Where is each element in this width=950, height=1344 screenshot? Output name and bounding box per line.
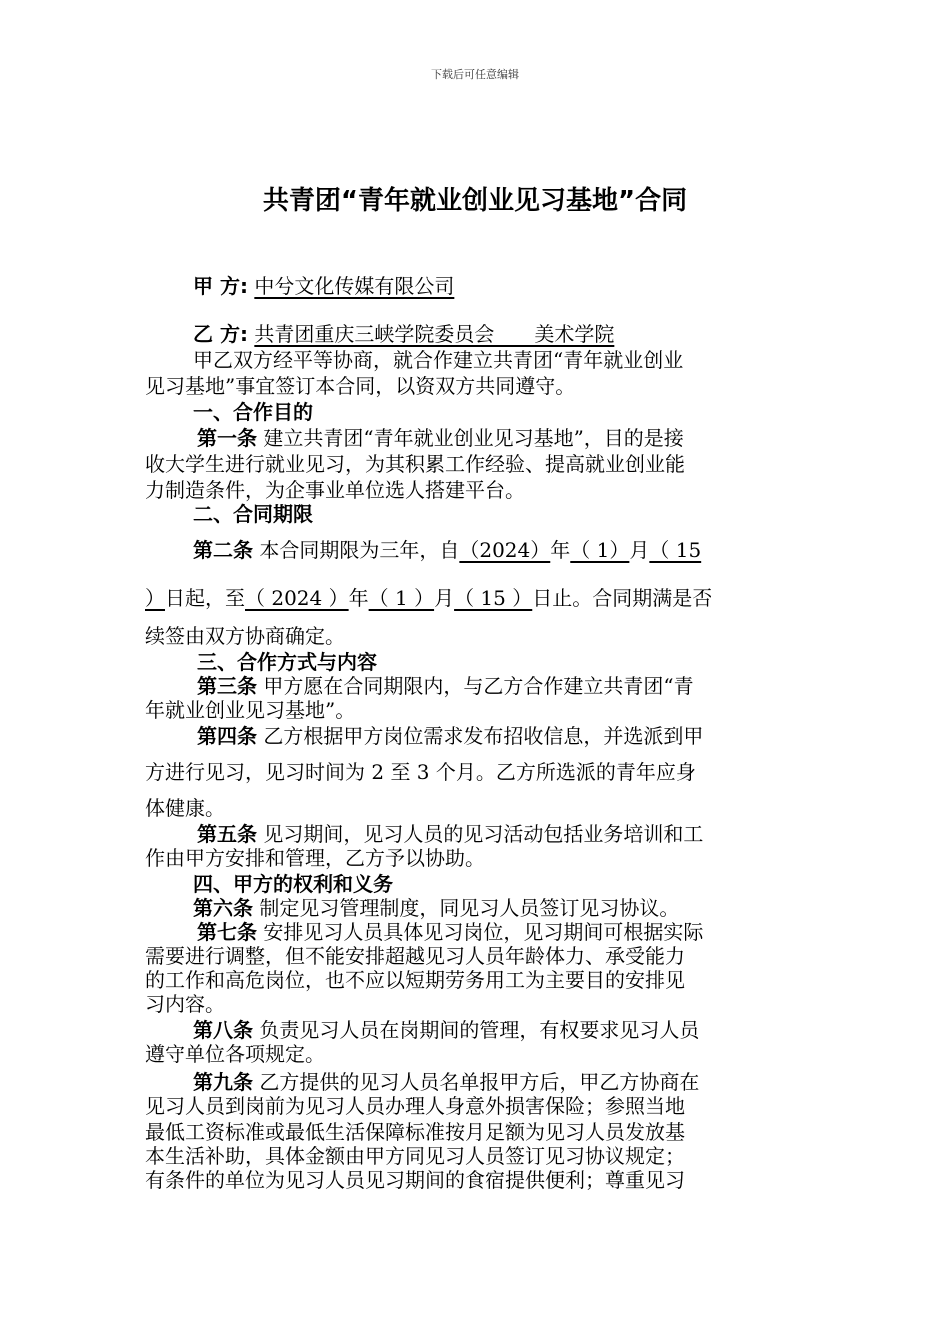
article-3-line-2: 年就业创业见习基地”。	[145, 698, 356, 722]
section-4-heading: 四、甲方的权利和义务	[193, 872, 393, 896]
article-7-line-2: 需要进行调整，但不能安排超越见习人员年龄体力、承受能力	[145, 944, 685, 968]
article-9-line-2: 见习人员到岗前为见习人员办理人身意外损害保险；参照当地	[145, 1094, 685, 1118]
article-1-line-2: 收大学生进行就业见习，为其积累工作经验、提高就业创业能	[145, 452, 685, 476]
document-title: 共青团“青年就业创业见习基地”合同	[262, 186, 688, 216]
section-3-heading: 三、合作方式与内容	[197, 650, 377, 674]
article-5: 第五条 见习期间，见习人员的见习活动包括业务培训和工	[197, 822, 704, 846]
party-b-name: 共青团重庆三峡学院委员会 美术学院	[254, 322, 615, 346]
article-9-line-4: 本生活补助，具体金额由甲方同见习人员签订见习协议规定；	[145, 1144, 685, 1168]
article-3: 第三条 甲方愿在合同期限内，与乙方合作建立共青团“青	[197, 674, 694, 698]
section-1-heading: 一、合作目的	[193, 400, 313, 424]
article-2-line-2: ）日起，至（ 2024 ）年（ 1 ）月（ 15 ）日止。合同期满是否	[145, 586, 713, 610]
article-2-line-3: 续签由双方协商确定。	[145, 624, 345, 648]
party-a: 甲 方: 中兮文化传媒有限公司	[193, 274, 455, 298]
article-1: 第一条 建立共青团“青年就业创业见习基地”，目的是接	[197, 426, 684, 450]
article-7-line-3: 的工作和高危岗位，也不应以短期劳务用工为主要目的安排见	[145, 968, 685, 992]
article-7-line-4: 习内容。	[145, 992, 225, 1016]
article-6: 第六条 制定见习管理制度，同见习人员签订见习协议。	[193, 896, 680, 920]
intro-line-2: 见习基地”事宜签订本合同，以资双方共同遵守。	[145, 374, 576, 398]
article-4-line-3: 体健康。	[145, 796, 225, 820]
intro-line-1: 甲乙双方经平等协商，就合作建立共青团“青年就业创业	[193, 348, 684, 372]
article-7: 第七条 安排见习人员具体见习岗位，见习期间可根据实际	[197, 920, 704, 944]
article-1-line-3: 力制造条件，为企事业单位选人搭建平台。	[145, 478, 525, 502]
article-4: 第四条 乙方根据甲方岗位需求发布招收信息，并选派到甲	[197, 724, 704, 748]
article-2: 第二条 本合同期限为三年，自（2024）年（ 1）月（ 15	[193, 538, 702, 562]
article-9-line-3: 最低工资标准或最低生活保障标准按月足额为见习人员发放基	[145, 1120, 685, 1144]
page-header: 下载后可任意编辑	[431, 68, 519, 81]
article-8: 第八条 负责见习人员在岗期间的管理，有权要求见习人员	[193, 1018, 700, 1042]
party-b: 乙 方: 共青团重庆三峡学院委员会 美术学院	[193, 322, 615, 346]
section-2-heading: 二、合同期限	[193, 502, 313, 526]
article-4-line-2: 方进行见习，见习时间为 2 至 3 个月。乙方所选派的青年应身	[145, 760, 696, 784]
article-9-line-5: 有条件的单位为见习人员见习期间的食宿提供便利；尊重见习	[145, 1168, 685, 1192]
article-5-line-2: 作由甲方安排和管理，乙方予以协助。	[145, 846, 485, 870]
article-9: 第九条 乙方提供的见习人员名单报甲方后，甲乙方协商在	[193, 1070, 700, 1094]
article-8-line-2: 遵守单位各项规定。	[145, 1042, 325, 1066]
party-a-name: 中兮文化传媒有限公司	[254, 274, 455, 298]
